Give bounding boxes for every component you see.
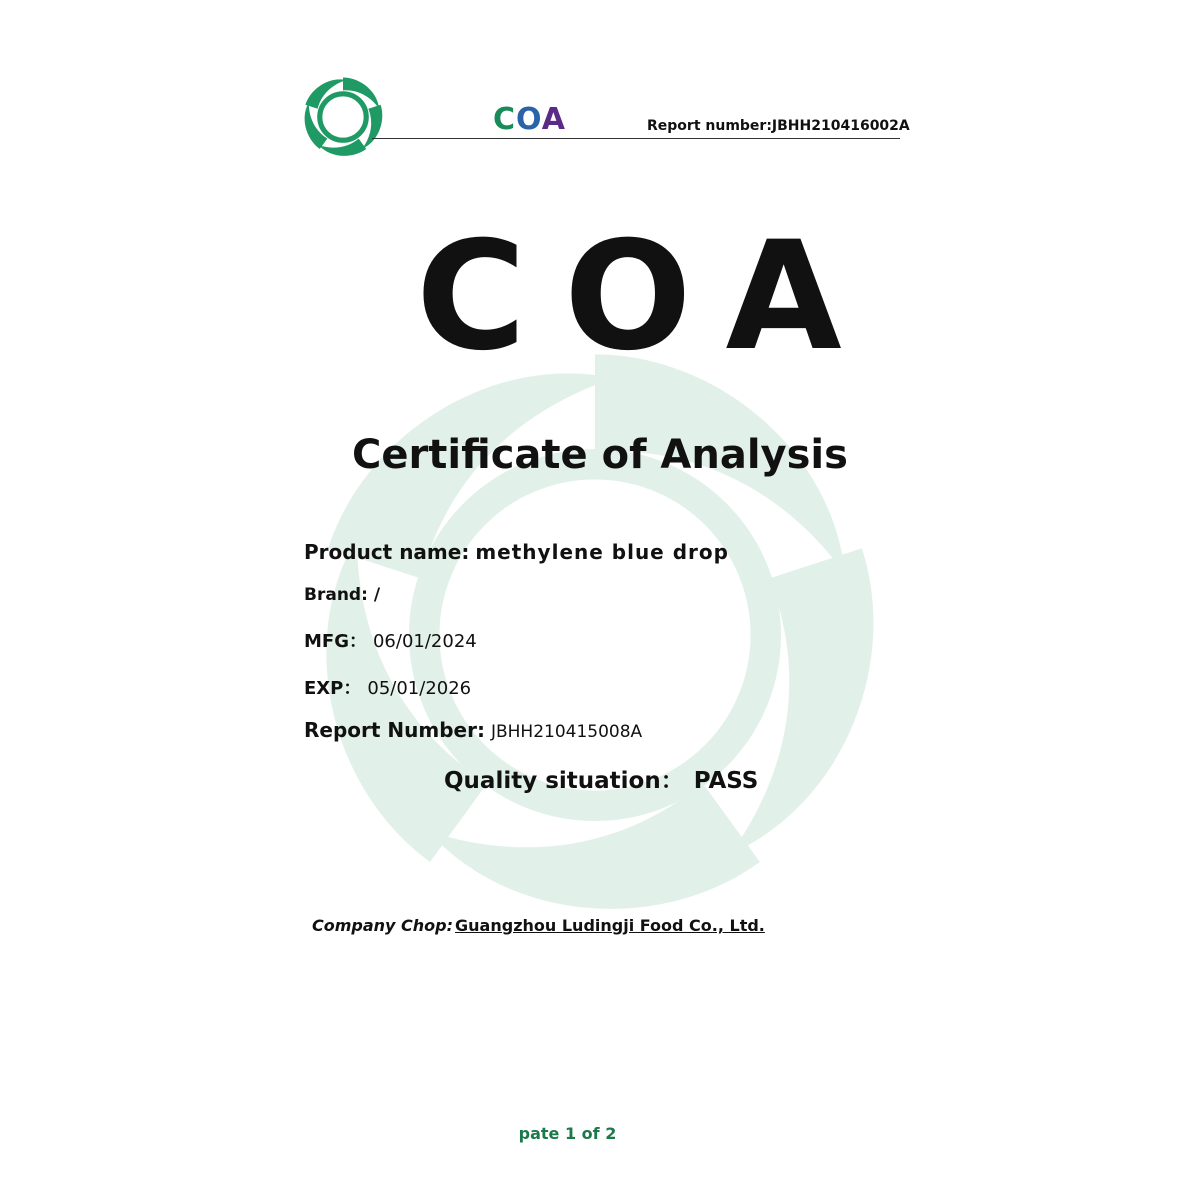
leaf-wreath-logo-icon	[300, 74, 386, 160]
page-subtitle: Certificate of Analysis	[352, 432, 848, 478]
company-chop-value: Guangzhou Ludingji Food Co., Ltd.	[455, 916, 765, 935]
report-number-value: JBHH210415008A	[490, 722, 643, 742]
brand-value: /	[373, 585, 381, 605]
header-coa-title	[493, 102, 566, 137]
page-number: pate 1 of 2	[518, 1124, 617, 1143]
brand-row	[304, 585, 380, 605]
product-name-label: Product name:	[304, 540, 470, 564]
exp-value: 05/01/2026	[367, 678, 472, 699]
header-coa-o: O	[516, 102, 542, 137]
product-name-value: methylene blue drop	[475, 540, 729, 564]
report-number-label: Report Number:	[304, 718, 485, 742]
exp-row	[304, 674, 471, 700]
page-title: COA	[416, 210, 880, 384]
brand-label: Brand:	[304, 585, 368, 605]
mfg-row	[304, 627, 477, 653]
header-report-number: Report number:JBHH210416002A	[647, 118, 910, 134]
report-number-row	[304, 718, 642, 742]
mfg-label: MFG：	[304, 631, 367, 652]
product-name-row	[304, 540, 729, 564]
header-divider	[372, 138, 900, 139]
quality-value: PASS	[693, 768, 759, 794]
quality-label: Quality situation：	[444, 768, 684, 794]
company-chop-label: Company Chop:	[312, 916, 454, 935]
exp-label: EXP：	[304, 678, 362, 699]
header-coa-a: A	[541, 102, 566, 137]
company-chop	[312, 916, 765, 935]
quality-situation	[444, 762, 758, 795]
mfg-value: 06/01/2024	[372, 631, 477, 652]
header-coa-c: C	[493, 102, 517, 137]
